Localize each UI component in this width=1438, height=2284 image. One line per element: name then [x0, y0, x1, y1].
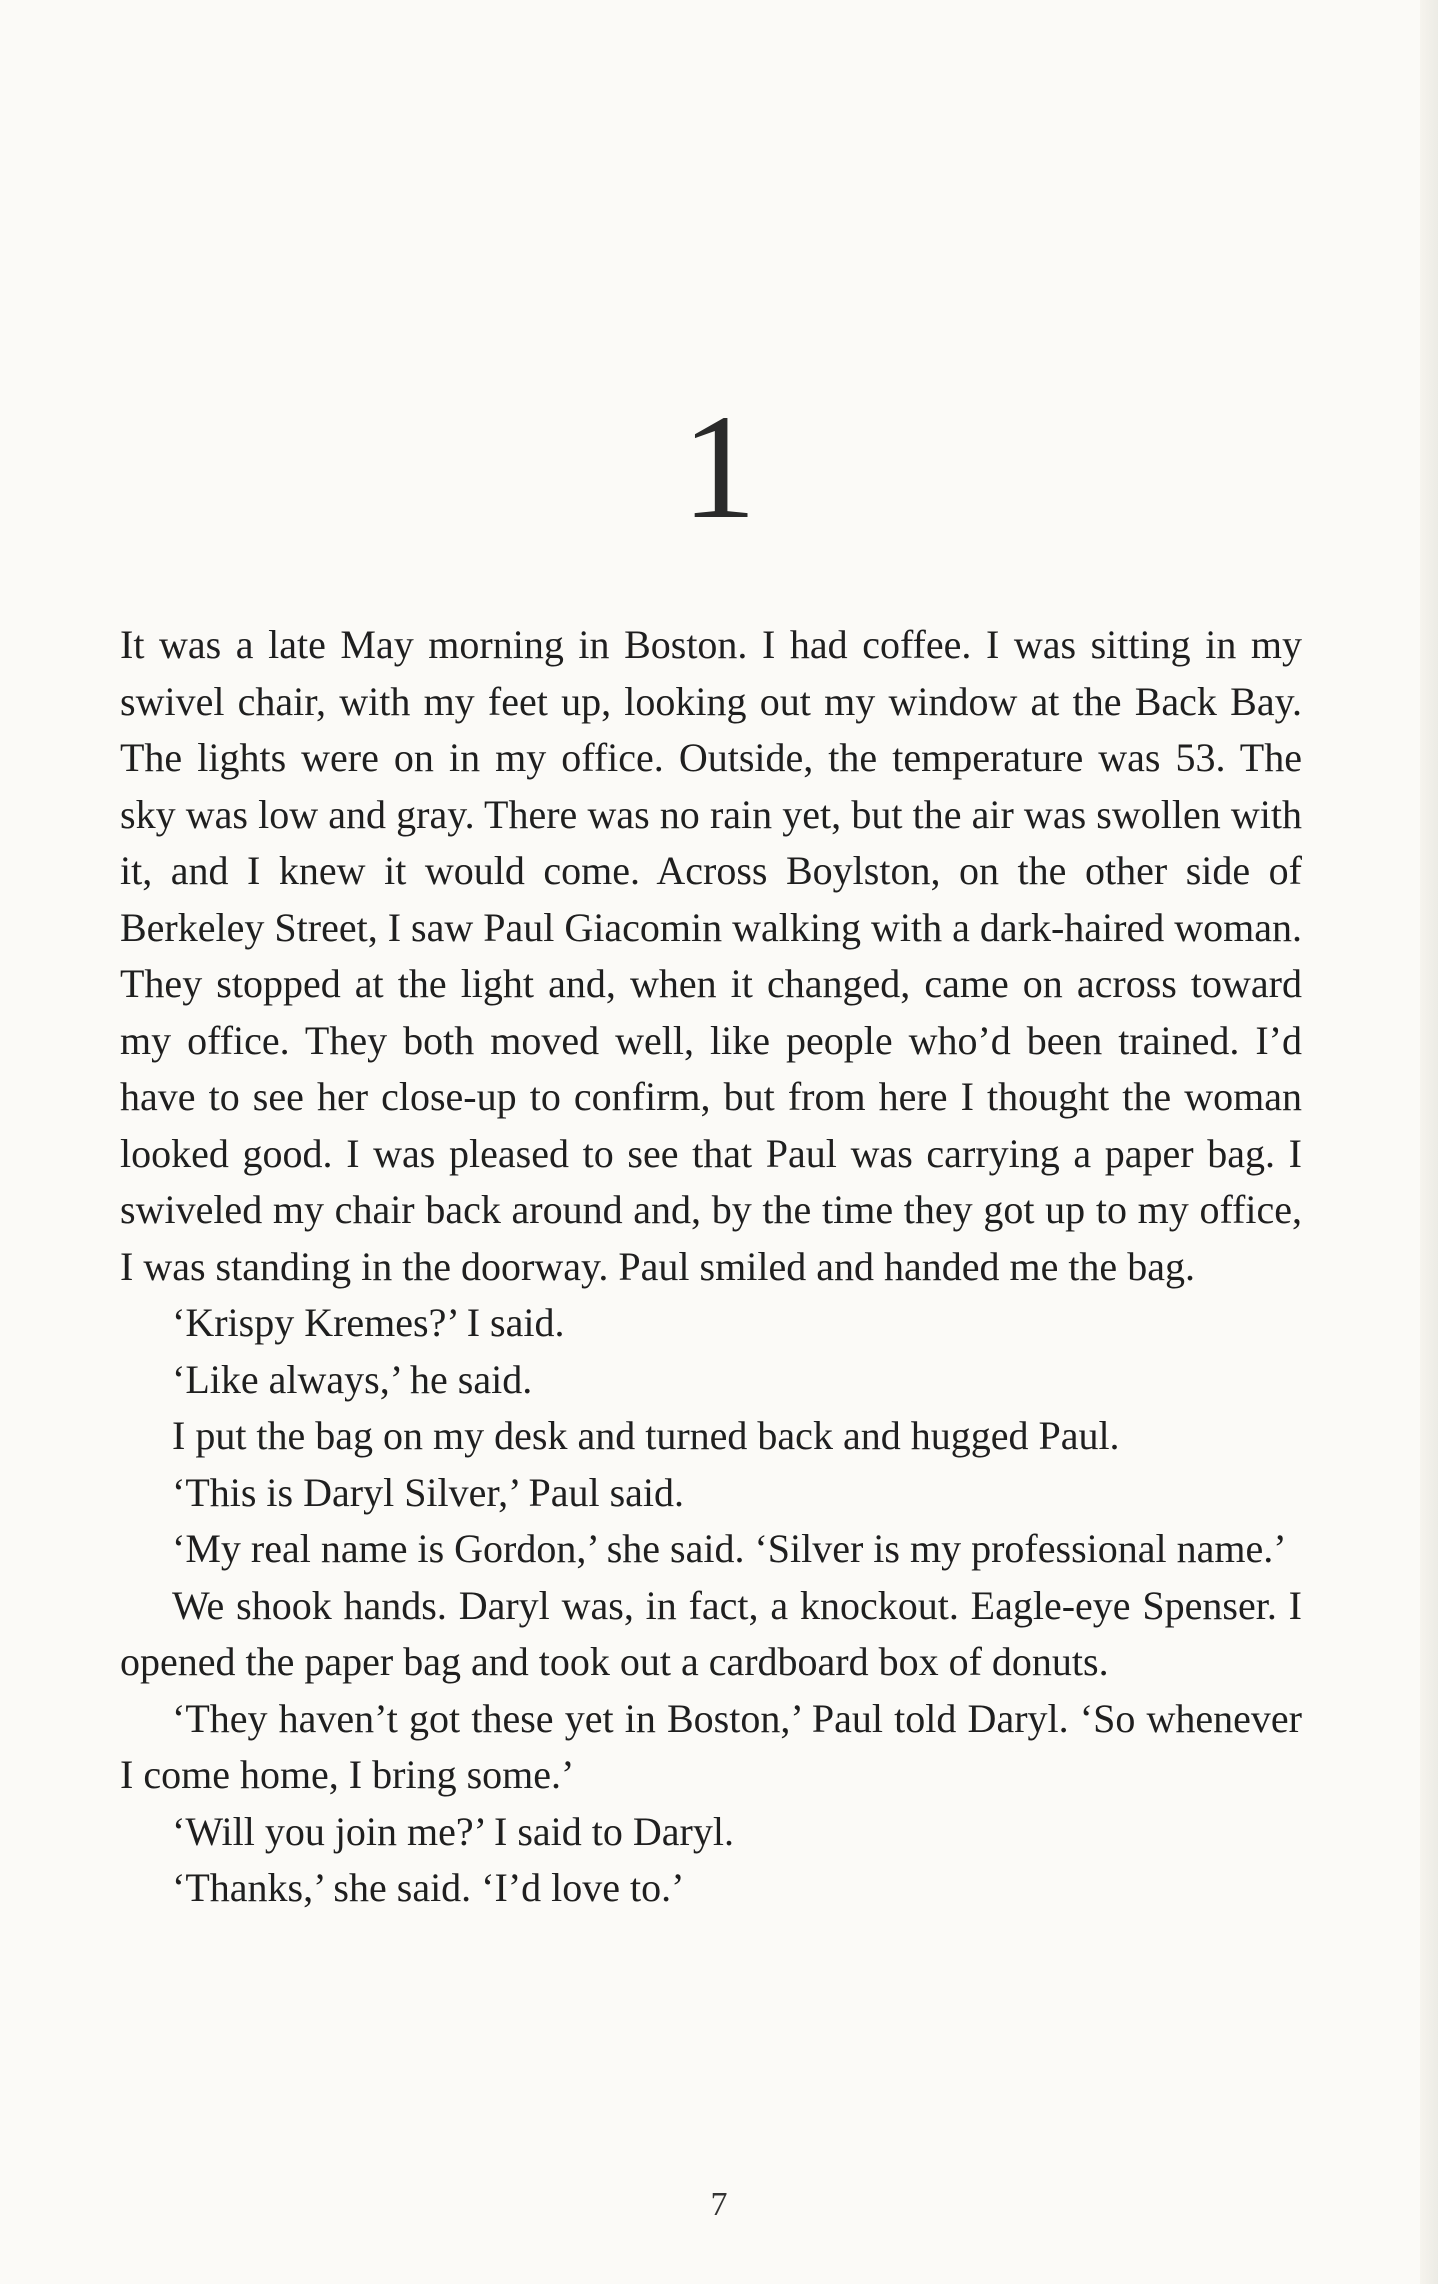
paragraph-dialogue: ‘My real name is Gordon,’ she said. ‘Silver is my professional name.’ — [172, 1526, 1287, 1571]
page-edge — [1420, 0, 1438, 2284]
chapter-number: 1 — [681, 384, 757, 550]
paragraph-narration: I put the bag on my desk and turned back and hugged Paul. — [172, 1413, 1120, 1458]
paragraph-dialogue: ‘This is Daryl Silver,’ Paul said. — [172, 1469, 685, 1515]
paragraph-narration: We shook hands. Daryl was, in fact, a knockout. Eagle-eye Spenser. I opened the paper bag and took out a cardboard box of donuts. — [120, 1582, 1302, 1684]
paragraph-dialogue: ‘Will you join me?’ I said to Daryl. — [172, 1808, 734, 1854]
paragraph-dialogue: ‘Krispy Kremes?’ I said. — [172, 1300, 565, 1345]
page-number: 7 — [710, 2186, 728, 2223]
paragraph-opening: It was a late May morning in Boston. I had coffee. I was sitting in my swivel chair, with my feet up, looking out my window at the Back Bay. The lights were on in my office. Outside, the temperature was 53. The sky was low and gray. There was no rain yet, but the air was swollen with it, and I knew it would come. Across Boylston, on the other side of Berkeley Street, I saw Paul Giacomin walking with a dark-haired woman. They stopped at the light and, when it changed, came on across toward my office. They both moved well, like people who’d been trained. I’d have to see her close-up to confirm, but from here I thought the woman looked good. I was pleased to see that Paul was carrying a paper bag. I swiveled my chair back around and, by the time they got up to my office, I was standing in the doorway. Paul smiled and handed me the bag. — [120, 622, 1302, 1289]
chapter-body — [120, 617, 1302, 1917]
paragraph-dialogue: ‘Thanks,’ she said. ‘I’d love to.’ — [172, 1865, 685, 1910]
paragraph-dialogue: ‘Like always,’ he said. — [172, 1356, 533, 1402]
paragraph-dialogue: ‘They haven’t got these yet in Boston,’ Paul told Daryl. ‘So whenever I come home, I bring some.’ — [120, 1695, 1302, 1797]
